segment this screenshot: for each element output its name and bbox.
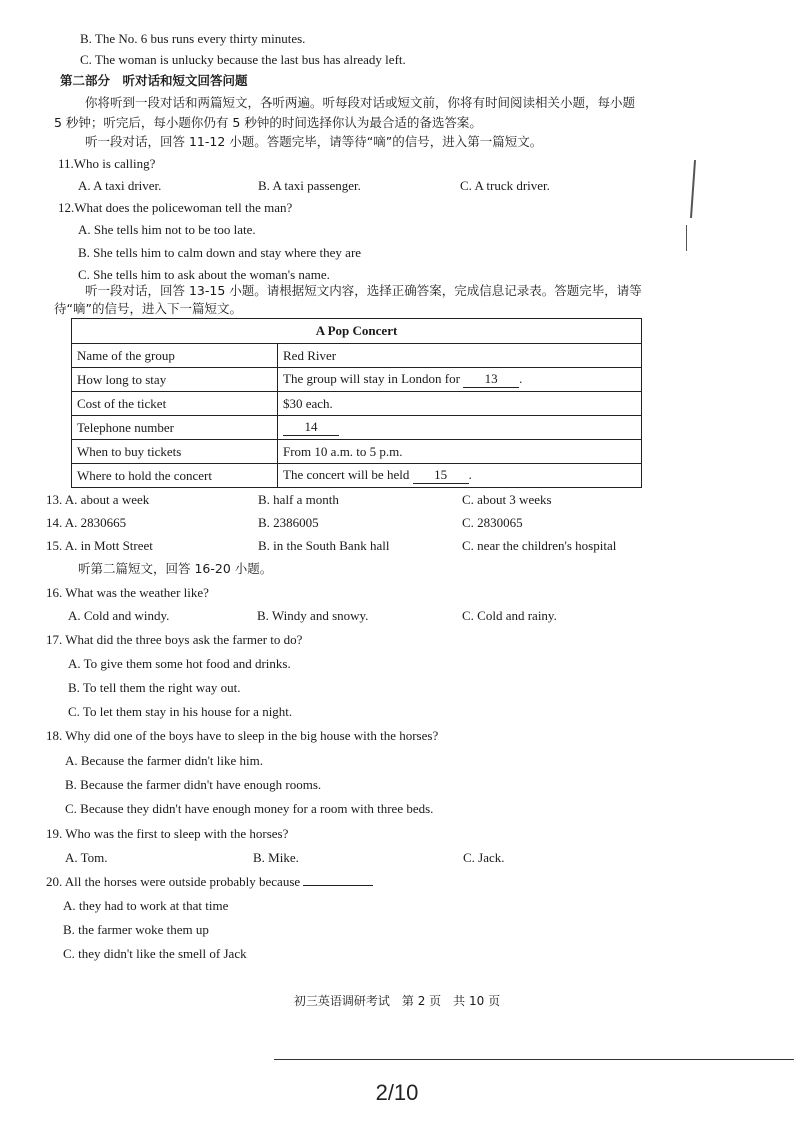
passage1-instruction-2: 待“嘀”的信号，进入下一篇短文。 bbox=[54, 301, 242, 316]
page-number: 2/10 bbox=[375, 1080, 419, 1105]
table-value-text: The concert will be held bbox=[283, 467, 410, 482]
answer-blank-14[interactable]: 14 bbox=[283, 419, 339, 436]
passage1-instruction-1: 听一段对话，回答 13-15 小题。请根据短文内容，选择正确答案，完成信息记录表。答题完毕，请等 bbox=[85, 283, 642, 298]
part2-title: 第二部分 听对话和短文回答问题 bbox=[60, 73, 248, 88]
divider-line bbox=[274, 1059, 794, 1060]
q16-option-a: A. Cold and windy. bbox=[68, 608, 170, 623]
table-value-text: From 10 a.m. to 5 p.m. bbox=[283, 443, 403, 459]
q17-option-b: B. To tell them the right way out. bbox=[68, 680, 241, 695]
table-value bbox=[278, 344, 642, 368]
margin-pen-mark bbox=[690, 160, 696, 218]
q20-stem bbox=[46, 874, 373, 890]
margin-pen-mark bbox=[686, 225, 687, 251]
q18-stem: 18. Why did one of the boys have to sleep in the big house with the horses? bbox=[46, 728, 439, 743]
answer-blank-15[interactable]: 15 bbox=[413, 467, 469, 484]
q19-option-a: A. Tom. bbox=[65, 850, 108, 865]
part2-instruction-1: 你将听到一段对话和两篇短文，各听两遍。听每段对话或短文前，你将有时间阅读相关小题，每小题 bbox=[85, 95, 636, 110]
q16-option-c: C. Cold and rainy. bbox=[462, 608, 557, 623]
table-key: Where to hold the concert bbox=[72, 464, 278, 488]
q18-option-a: A. Because the farmer didn't like him. bbox=[65, 753, 264, 768]
q20-option-a: A. they had to work at that time bbox=[63, 898, 229, 913]
table-value bbox=[278, 440, 642, 464]
table-value-text: $30 each. bbox=[283, 395, 333, 411]
table-key: When to buy tickets bbox=[72, 440, 278, 464]
q10-option-b: B. The No. 6 bus runs every thirty minutes. bbox=[80, 31, 306, 46]
table-value: The group will stay in London for 13 . bbox=[278, 368, 642, 392]
q17-stem: 17. What did the three boys ask the farmer to do? bbox=[46, 632, 303, 647]
q11-option-b: B. A taxi passenger. bbox=[258, 178, 361, 193]
q11-stem: 11.Who is calling? bbox=[58, 156, 156, 171]
part2-instruction-2: 5 秒钟；听完后，每小题你仍有 5 秒钟的时间选择你认为最合适的备选答案。 bbox=[54, 115, 482, 130]
q19-option-c: C. Jack. bbox=[463, 850, 505, 865]
q19-option-b: B. Mike. bbox=[253, 850, 299, 865]
q13-option-a: 13. A. about a week bbox=[46, 492, 150, 507]
table-row bbox=[72, 464, 642, 488]
q14-option-c: C. 2830065 bbox=[462, 515, 523, 530]
q15-option-b: B. in the South Bank hall bbox=[258, 538, 390, 553]
table-row bbox=[72, 344, 642, 368]
part2-instruction-3: 听一段对话，回答 11-12 小题。答题完毕，请等待“嘀”的信号，进入第一篇短文。 bbox=[85, 134, 543, 149]
q13-option-c: C. about 3 weeks bbox=[462, 492, 552, 507]
q17-option-a: A. To give them some hot food and drinks. bbox=[68, 656, 291, 671]
table-key: Cost of the ticket bbox=[72, 392, 278, 416]
q14-option-a: 14. A. 2830665 bbox=[46, 515, 127, 530]
q20-option-c: C. they didn't like the smell of Jack bbox=[63, 946, 247, 961]
q12-option-c: C. She tells him to ask about the woman's name. bbox=[78, 267, 330, 282]
q17-option-c: C. To let them stay in his house for a night. bbox=[68, 704, 293, 719]
q18-option-c: C. Because they didn't have enough money for a room with three beds. bbox=[65, 801, 434, 816]
table-row bbox=[72, 416, 642, 440]
table-value-text: Red River bbox=[283, 347, 337, 363]
table-row bbox=[72, 392, 642, 416]
table-row bbox=[72, 368, 642, 392]
table-value: The concert will be held 15 . bbox=[278, 464, 642, 488]
q18-option-b: B. Because the farmer didn't have enough rooms. bbox=[65, 777, 322, 792]
q13-option-b: B. half a month bbox=[258, 492, 339, 507]
table-key: Name of the group bbox=[72, 344, 278, 368]
q10-option-c: C. The woman is unlucky because the last bus has already left. bbox=[80, 52, 406, 67]
q16-option-b: B. Windy and snowy. bbox=[257, 608, 369, 623]
answer-blank-13[interactable]: 13 bbox=[463, 371, 519, 388]
q12-option-a: A. She tells him not to be too late. bbox=[78, 222, 256, 237]
q14-option-b: B. 2386005 bbox=[258, 515, 319, 530]
table-key: How long to stay bbox=[72, 368, 278, 392]
table-value-text: The group will stay in London for bbox=[283, 371, 460, 386]
exam-footer: 初三英语调研考试 第 2 页 共 10 页 bbox=[293, 994, 501, 1008]
q19-stem: 19. Who was the first to sleep with the horses? bbox=[46, 826, 289, 841]
q20-stem-text: 20. All the horses were outside probably because bbox=[46, 874, 301, 889]
q11-option-c: C. A truck driver. bbox=[460, 178, 550, 193]
passage2-instruction: 听第二篇短文，回答 16-20 小题。 bbox=[78, 561, 273, 576]
q11-option-a: A. A taxi driver. bbox=[78, 178, 162, 193]
q12-stem: 12.What does the policewoman tell the man? bbox=[58, 200, 293, 215]
table-title: A Pop Concert bbox=[72, 319, 642, 344]
q12-option-b: B. She tells him to calm down and stay where they are bbox=[78, 245, 362, 260]
table-key: Telephone number bbox=[72, 416, 278, 440]
table-value bbox=[278, 392, 642, 416]
table-value bbox=[278, 416, 642, 440]
q20-option-b: B. the farmer woke them up bbox=[63, 922, 209, 937]
q15-option-c: C. near the children's hospital bbox=[462, 538, 617, 553]
q16-stem: 16. What was the weather like? bbox=[46, 585, 209, 600]
info-record-table bbox=[71, 318, 642, 488]
q15-option-a: 15. A. in Mott Street bbox=[46, 538, 153, 553]
table-row bbox=[72, 440, 642, 464]
q20-answer-blank[interactable] bbox=[303, 885, 373, 886]
